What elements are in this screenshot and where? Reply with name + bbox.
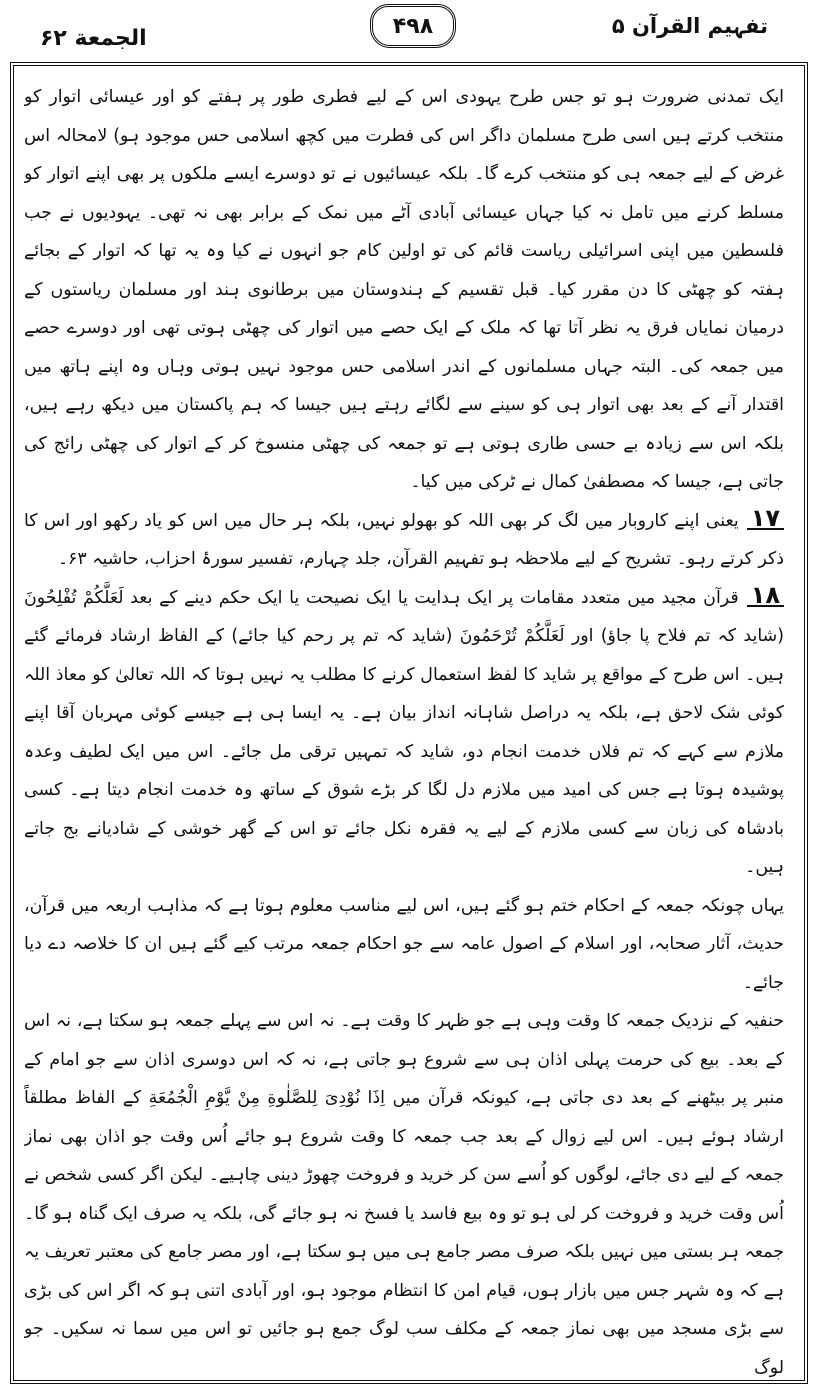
footnote-17 [24, 502, 784, 579]
footnote-18 [24, 579, 784, 887]
paragraph-hanafi-rulings: حنفیہ کے نزدیک جمعہ کا وقت وہی ہے جو ظہر کا وقت ہے۔ نہ اس سے پہلے جمعہ ہو سکتا ہے، نہ اس کے بعد۔ بیع کی حرمت پہلی اذان ہی سے شروع ہو جاتی ہے، نہ کہ اس دوسری اذان سے جو امام کے منبر پر بیٹھنے کے بعد دی جاتی ہے، کیونکہ قرآن میں اِذَا نُوْدِیَ لِلصَّلٰوةِ مِنْ يَّوْمِ الْجُمُعَةِ کے الفاظ مطلقاً ارشاد ہوئے ہیں۔ اس لیے زوال کے بعد جب جمعہ کا وقت شروع ہو جائے اُس وقت جو اذان بھی نماز جمعہ کے لیے دی جائے، لوگوں کو اُسے سن کر خرید و فروخت چھوڑ دینی چاہیے۔ لیکن اگر کسی شخص نے اُس وقت خرید و فروخت کر لی ہو تو وہ بیع فاسد یا فسخ نہ ہو جائے گی، بلکہ یہ صرف ایک گناہ ہو گا۔ جمعہ ہر بستی میں نہیں بلکہ صرف مصر جامع ہی میں ہو سکتا ہے، اور مصر جامع کی معتبر تعریف یہ ہے کہ وہ شہر جس میں بازار ہوں، قیام امن کا انتظام موجود ہو، اور آبادی اتنی ہو کہ اگر اس کی بڑی سے بڑی مسجد میں بھی نماز جمعہ کے مکلف سب لوگ جمع ہو جائیں تو اس میں سما نہ سکیں۔ جو لوگ [24, 1011, 784, 1378]
page-header [0, 0, 816, 62]
paragraph-friday-rulings-intro: یہاں چونکہ جمعہ کے احکام ختم ہو گئے ہیں، اس لیے مناسب معلوم ہوتا ہے کہ مذاہب اربعہ میں قرآن، حدیث، آثار صحابہ، اور اسلام کے اصول عامہ سے جو احکام جمعہ مرتب کیے گئے ہیں ان کا خلاصہ دے دیا جائے۔ [24, 895, 784, 993]
footnote-marker-18: ۱۸ [747, 585, 784, 607]
page-number-badge: ۴۹۸ [370, 4, 456, 48]
main-text-body [24, 78, 784, 1382]
paragraph-friday-holiday: ایک تمدنی ضرورت ہو تو جس طرح یہودی اس کے لیے فطری طور پر ہفتے کو اور عیسائی اتوار کو منتخب کرتے ہیں اسی طرح مسلمان داگر اس کی فطرت میں کچھ اسلامی حس موجود ہو) لامحالہ اس غرض کے لیے جمعہ ہی کو منتخب کرے گا۔ بلکہ عیسائیوں نے تو دوسرے ایسے ملکوں پر بھی اپنے اتوار کو مسلط کرنے میں تامل نہ کیا جہاں عیسائی آبادی آٹے میں نمک کے برابر بھی نہ تھی۔ یہودیوں نے جب فلسطین میں اپنی اسرائیلی ریاست قائم کی تو اولین کام جو انہوں نے کیا وہ یہ تھا کہ اتوار کے بجائے ہفتہ کو چھٹی کا دن مقرر کیا۔ قبل تقسیم کے ہندوستان میں برطانوی ہند اور مسلمان ریاستوں کے درمیان نمایاں فرق یہ نظر آتا تھا کہ ملک کے ایک حصے میں اتوار کی چھٹی ہوتی تھی اور دوسرے حصے میں جمعہ کی۔ البتہ جہاں مسلمانوں کے اندر اسلامی حس موجود نہیں ہوتی وہاں وہ اپنے ہاتھ میں اقتدار آنے کے بعد بھی اتوار ہی کو سینے سے لگائے رہتے ہیں جیسا کہ ہم پاکستان میں دیکھ رہے ہیں، بلکہ اس سے زیادہ بے حسی طاری ہوتی ہے تو جمعہ کی چھٹی منسوخ کر کے اتوار کی چھٹی رائج کی جاتی ہے، جیسا کہ مصطفیٰ کمال نے ٹرکی میں کیا۔ [24, 87, 784, 492]
footnote-marker-17: ۱۷ [747, 508, 784, 530]
book-running-title: تفہیم القرآن ۵ [611, 14, 768, 38]
surah-running-title: الجمعة ۶۲ [40, 26, 147, 51]
footnote-18-text: قرآن مجید میں متعدد مقامات پر ایک ہدایت یا ایک نصیحت یا ایک حکم دینے کے بعد لَعَلَّكُمْ تُفْلِحُونَ (شاید کہ تم فلاح پا جاؤ) اور لَعَلَّكُمْ تُرْحَمُونَ (شاید کہ تم پر رحم کیا جائے) کے الفاظ ارشاد فرمائے گئے ہیں۔ اس طرح کے مواقع پر شاید کا لفظ استعمال کرنے کا مطلب یہ نہیں ہوتا کہ اللہ تعالیٰ کو معاذ اللہ کوئی شک لاحق ہے، بلکہ یہ دراصل شاہانہ انداز بیان ہے۔ یہ ایسا ہی ہے جیسے کوئی مہربان آقا اپنے ملازم سے کہے کہ تم فلاں خدمت انجام دو، شاید کہ تمہیں ترقی مل جائے۔ اس میں ایک لطیف وعدہ پوشیدہ ہوتا ہے جس کی امید میں ملازم دل لگا کر بڑے شوق کے ساتھ وہ خدمت انجام دیتا ہے۔ کسی بادشاہ کی زبان سے کسی ملازم کے لیے یہ فقرہ نکل جائے تو اس کے گھر خوشی کے شادیانے بج جاتے ہیں۔ [24, 587, 784, 877]
footnote-17-text: یعنی اپنے کاروبار میں لگ کر بھی اللہ کو بھولو نہیں، بلکہ ہر حال میں اس کو یاد رکھو اور اس کا ذکر کرتے رہو۔ تشریح کے لیے ملاحظہ ہو تفہیم القرآن، جلد چہارم، تفسیر سورۂ احزاب، حاشیہ ۶۳۔ [24, 510, 784, 569]
